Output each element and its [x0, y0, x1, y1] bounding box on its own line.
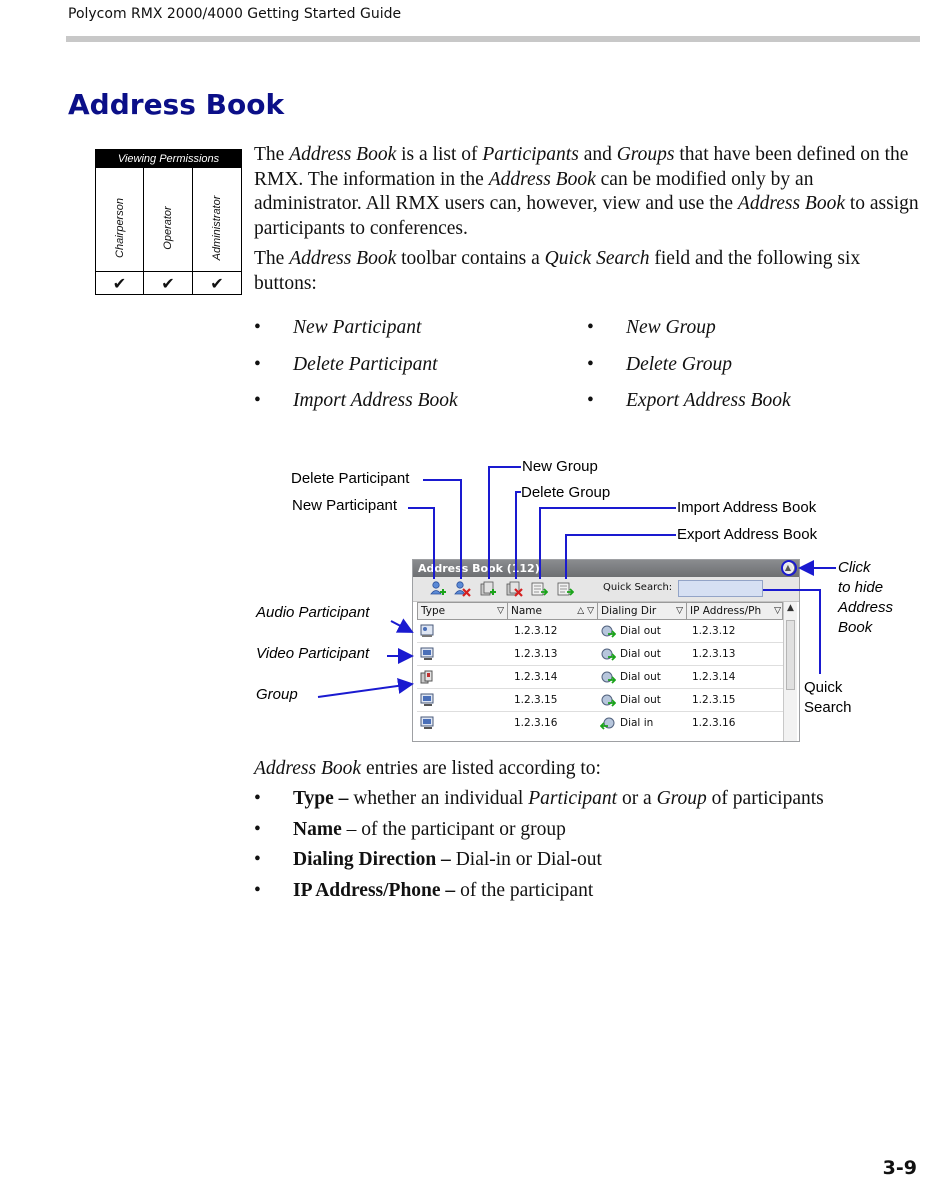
- new-group-icon[interactable]: [479, 580, 497, 598]
- callout-delete-participant: Delete Participant: [291, 470, 410, 487]
- table-row[interactable]: [417, 620, 783, 643]
- permission-column-administrator: [193, 168, 241, 294]
- cell-ip-address: 1.2.3.15: [692, 694, 736, 706]
- permission-column-operator: [144, 168, 193, 294]
- export-address-book-icon[interactable]: [556, 580, 574, 598]
- column-header-dialing-dir[interactable]: Dialing Dir ▽: [598, 603, 687, 619]
- scrollbar-thumb[interactable]: [786, 620, 795, 690]
- permission-column-chairperson: [96, 168, 144, 294]
- video-participant-icon: [420, 647, 434, 661]
- callout-click-hide: Click to hide Address Book: [838, 559, 894, 636]
- toolbar-buttons-list-left: [254, 316, 458, 426]
- callout-group: Group: [256, 686, 298, 703]
- callout-new-group: New Group: [522, 458, 598, 475]
- dial-out-icon: [600, 670, 616, 685]
- address-book-toolbar: [413, 577, 799, 602]
- callout-delete-group: Delete Group: [521, 484, 611, 501]
- list-item: • New Group: [587, 316, 791, 353]
- video-participant-icon: [420, 716, 434, 730]
- dial-out-icon: [600, 647, 616, 662]
- callout-import-address-book: Import Address Book: [677, 499, 817, 516]
- filter-icon[interactable]: ▽: [774, 606, 781, 616]
- video-participant-icon: [420, 693, 434, 707]
- list-item: • Export Address Book: [587, 389, 791, 426]
- leader-audio-participant: [391, 621, 412, 632]
- cell-ip-address: 1.2.3.14: [692, 671, 736, 683]
- list-item: • New Participant: [254, 316, 458, 353]
- grid-header: [417, 602, 783, 620]
- column-header-type[interactable]: Type ▽: [418, 603, 508, 619]
- filter-icon[interactable]: △ ▽: [577, 606, 594, 616]
- vertical-scrollbar[interactable]: [783, 602, 797, 741]
- listing-intro: Address Book entries are listed according to:: [254, 758, 601, 779]
- check-icon: ✔: [144, 271, 192, 295]
- dial-in-icon: [600, 716, 616, 731]
- role-label: Administrator: [211, 195, 223, 261]
- check-icon: ✔: [193, 271, 241, 295]
- callout-video-participant: Video Participant: [256, 645, 370, 662]
- toolbar-buttons-list-right: [587, 316, 791, 426]
- cell-dialing-dir: Dial out: [620, 694, 661, 706]
- list-item: • Name – of the participant or group: [254, 818, 824, 849]
- callout-audio-participant: Audio Participant: [256, 604, 370, 621]
- cell-ip-address: 1.2.3.12: [692, 625, 736, 637]
- audio-participant-icon: [420, 624, 434, 638]
- filter-icon[interactable]: ▽: [497, 606, 504, 616]
- address-book-window: [412, 559, 800, 742]
- intro-paragraph-2: The Address Book toolbar contains a Quick Search field and the following six buttons:: [254, 248, 861, 294]
- check-icon: ✔: [96, 271, 143, 295]
- cell-dialing-dir: Dial out: [620, 648, 661, 660]
- address-book-title: Address Book (112): [418, 562, 540, 575]
- import-address-book-icon[interactable]: [530, 580, 548, 598]
- intro-paragraph-1: The Address Book is a list of Participants and Groups that have been defined on the RMX. The information in the Address Book can be modified only by an administrator. All RMX users can, however, view and use the Address Book to assign participants to conferences.: [254, 144, 919, 239]
- callout-export-address-book: Export Address Book: [677, 526, 818, 543]
- column-header-name[interactable]: Name △ ▽: [508, 603, 598, 619]
- role-label: Chairperson: [113, 198, 126, 258]
- table-row[interactable]: [417, 712, 783, 735]
- quick-search-input[interactable]: [678, 580, 763, 597]
- header-rule: [66, 36, 920, 42]
- criteria-list: [254, 787, 824, 909]
- cell-name: 1.2.3.13: [514, 648, 558, 660]
- list-item: • Dialing Direction – Dial-in or Dial-out: [254, 848, 824, 879]
- dial-out-icon: [600, 624, 616, 639]
- list-item: • Import Address Book: [254, 389, 458, 426]
- dial-out-icon: [600, 693, 616, 708]
- table-row[interactable]: [417, 689, 783, 712]
- cell-ip-address: 1.2.3.13: [692, 648, 736, 660]
- new-participant-icon[interactable]: [429, 580, 447, 598]
- role-label: Operator: [162, 206, 174, 250]
- cell-name: 1.2.3.14: [514, 671, 558, 683]
- list-item: • Delete Participant: [254, 353, 458, 390]
- permissions-heading: Viewing Permissions: [96, 150, 241, 168]
- running-header: Polycom RMX 2000/4000 Getting Started Guide: [68, 6, 402, 22]
- cell-ip-address: 1.2.3.16: [692, 717, 736, 729]
- cell-name: 1.2.3.16: [514, 717, 558, 729]
- address-book-title-bar: [413, 560, 799, 577]
- cell-dialing-dir: Dial out: [620, 671, 661, 683]
- group-icon: [420, 670, 434, 684]
- list-item: • Delete Group: [587, 353, 791, 390]
- table-row[interactable]: [417, 666, 783, 689]
- callout-quick-search: Quick Search: [804, 679, 852, 716]
- leader-group: [318, 684, 412, 697]
- callout-new-participant: New Participant: [292, 497, 398, 514]
- column-header-ip-address[interactable]: IP Address/Ph ▽: [690, 605, 781, 617]
- list-item: • IP Address/Phone – of the participant: [254, 879, 824, 910]
- cell-dialing-dir: Dial in: [620, 717, 654, 729]
- list-item: • Type – whether an individual Participant or a Group of participants: [254, 787, 824, 818]
- delete-group-icon[interactable]: [505, 580, 523, 598]
- filter-icon[interactable]: ▽: [676, 606, 683, 616]
- section-title: Address Book: [68, 88, 285, 121]
- scroll-up-icon[interactable]: ▲: [787, 603, 794, 613]
- delete-participant-icon[interactable]: [453, 580, 471, 598]
- cell-name: 1.2.3.12: [514, 625, 558, 637]
- cell-name: 1.2.3.15: [514, 694, 558, 706]
- quick-search-label: Quick Search:: [603, 582, 673, 593]
- cell-dialing-dir: Dial out: [620, 625, 661, 637]
- hide-address-book-icon[interactable]: ▲: [782, 562, 794, 574]
- page-number: 3-9: [882, 1157, 917, 1179]
- viewing-permissions-table: [95, 149, 242, 295]
- table-row[interactable]: [417, 643, 783, 666]
